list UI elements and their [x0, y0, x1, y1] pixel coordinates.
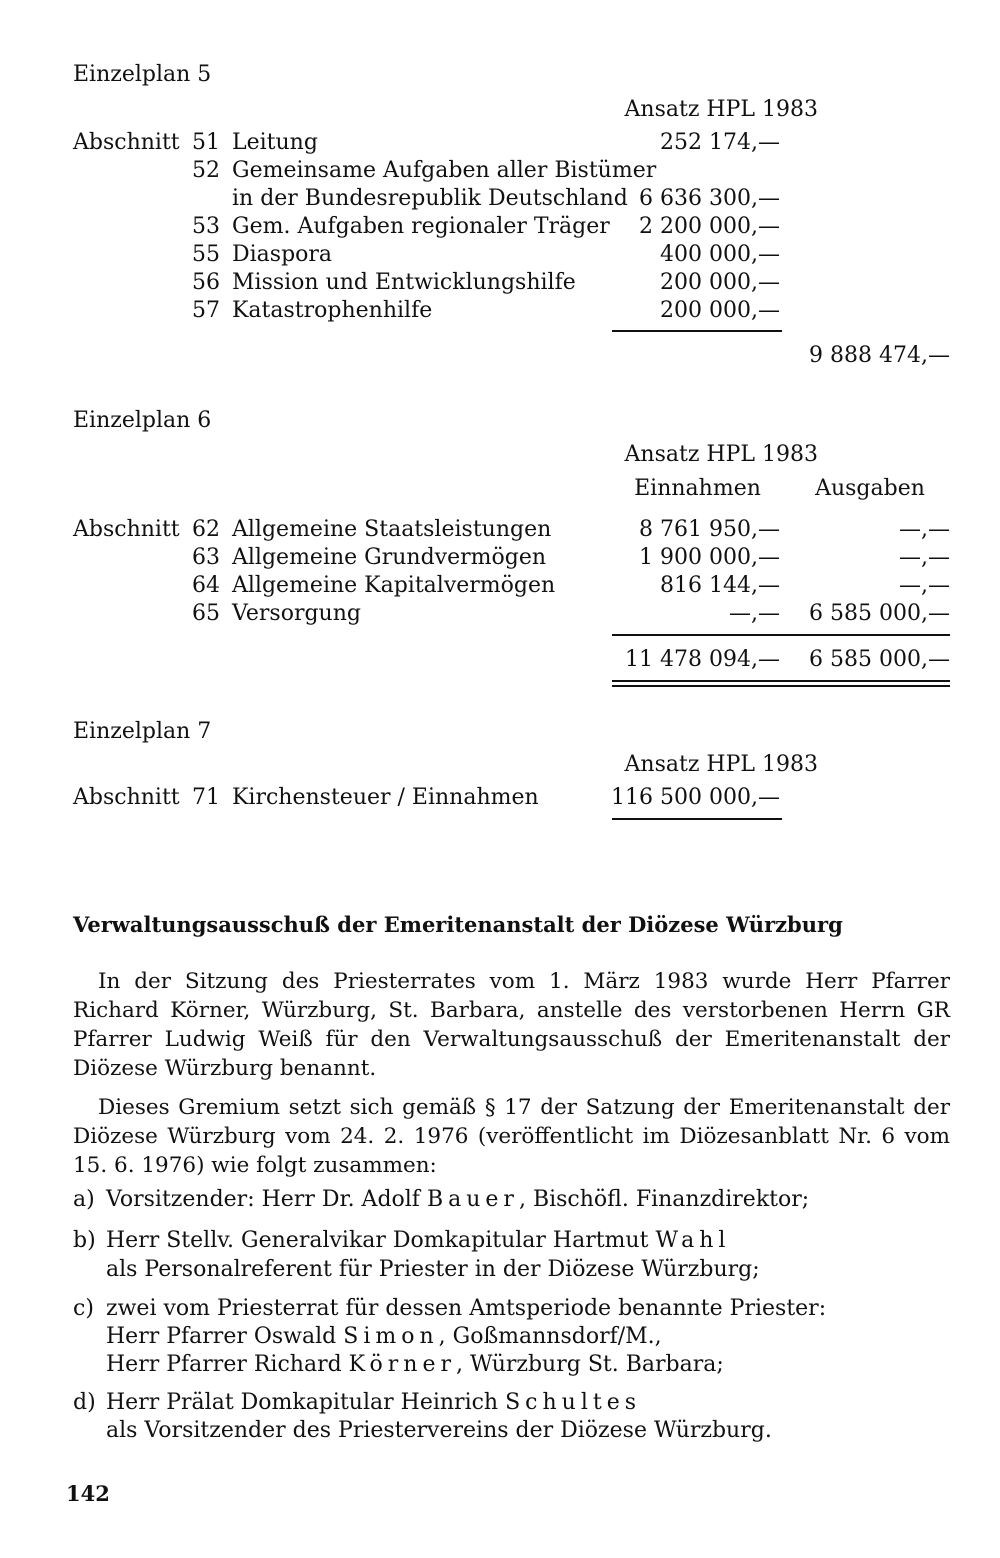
list-text: , Würzburg St. Barbara;: [455, 1352, 724, 1377]
ep5-row-num: 56: [192, 270, 220, 295]
ep5-row-name: Gemeinsame Aufgaben aller Bistümer: [232, 158, 657, 183]
person-name: Bauer: [426, 1187, 519, 1212]
list-text: Herr Stellv. Generalvikar Domkapitular Hartmut: [106, 1228, 649, 1253]
ep6-title: Einzelplan 6: [73, 408, 212, 433]
list-line-cont: als Vorsitzender des Priestervereins der Diözese Würzburg.: [106, 1418, 772, 1443]
ep5-row-amount: 6 636 300,—: [639, 186, 780, 211]
ep5-total: 9 888 474,—: [809, 343, 950, 368]
ep6-row-num: 63: [192, 545, 220, 570]
ep5-row-name: Diaspora: [232, 242, 333, 267]
list-text: , Goßmannsdorf/M.,: [438, 1324, 662, 1349]
list-text: Herr Pfarrer Oswald: [106, 1324, 337, 1349]
ep7-row-amount: 116 500 000,—: [611, 785, 780, 810]
ep6-row-name: Allgemeine Staatsleistungen: [232, 517, 552, 542]
ep7-header: Ansatz HPL 1983: [624, 752, 818, 777]
ep6-row-name: Allgemeine Kapitalvermögen: [232, 573, 556, 598]
ep5-row-name: Mission und Entwicklungshilfe: [232, 270, 576, 295]
list-text: Herr Pfarrer Richard: [106, 1352, 342, 1377]
ep5-title: Einzelplan 5: [73, 62, 212, 87]
ep5-row-amount: 200 000,—: [660, 298, 780, 323]
list-label: c): [73, 1296, 94, 1321]
ep5-rule: [612, 330, 782, 332]
ep6-total-out: 6 585 000,—: [809, 647, 950, 672]
ep6-row-num: 62: [192, 517, 220, 542]
ep6-col-einnahmen: Einnahmen: [634, 476, 761, 501]
ep6-row-in: 816 144,—: [660, 573, 780, 598]
ep6-row-num: 65: [192, 601, 220, 626]
person-name: Körner: [348, 1352, 456, 1377]
ep5-row-name: Katastrophenhilfe: [232, 298, 433, 323]
list-label: a): [73, 1187, 95, 1212]
ep6-row-out: 6 585 000,—: [809, 601, 950, 626]
ep5-row-name: Leitung: [232, 130, 318, 155]
ep5-row-amount: 400 000,—: [660, 242, 780, 267]
ep5-row-num: 51: [192, 130, 220, 155]
list-line: [106, 1389, 641, 1417]
paragraph-1: In der Sitzung des Priesterrates vom 1. März 1983 wurde Herr Pfarrer Richard Körner, Würzburg, St. Barbara, anstelle des verstorbenen Herrn GR Pfarrer Ludwig Weiß für den Verwaltungsausschuß der Emeritenanstalt der Diözese Würzburg benannt.: [73, 969, 950, 1081]
list-line: zwei vom Priesterrat für dessen Amtsperiode benannte Priester:: [106, 1296, 827, 1321]
list-line-cont: [106, 1351, 724, 1379]
ep5-row-amount: 252 174,—: [660, 130, 780, 155]
person-name: Simon: [343, 1324, 439, 1349]
ep6-row-out: —,—: [899, 573, 950, 598]
ep7-row-name: Kirchensteuer / Einnahmen: [232, 785, 539, 810]
paragraph-2: Dieses Gremium setzt sich gemäß § 17 der Satzung der Emeritenanstalt der Diözese Würzburg vom 24. 2. 1976 (veröffentlicht im Diözesanblatt Nr. 6 vom 15. 6. 1976) wie folgt zusammen:: [73, 1095, 950, 1178]
ep6-row-in: 8 761 950,—: [639, 517, 780, 542]
person-name: Schultes: [505, 1390, 642, 1415]
list-text: Vorsitzender: Herr Dr. Adolf: [106, 1187, 420, 1212]
ep5-row-num: 52: [192, 158, 220, 183]
list-line-cont: als Personalreferent für Priester in der Diözese Würzburg;: [106, 1257, 760, 1282]
list-text: Herr Prälat Domkapitular Heinrich: [106, 1390, 499, 1415]
ep6-row-in: 1 900 000,—: [639, 545, 780, 570]
ep6-row-out: —,—: [899, 517, 950, 542]
ep7-abschnitt-label: Abschnitt: [73, 785, 180, 810]
ep6-total-in: 11 478 094,—: [625, 647, 780, 672]
ep6-col-ausgaben: Ausgaben: [815, 476, 925, 501]
ep6-row-out: —,—: [899, 545, 950, 570]
ep6-header: Ansatz HPL 1983: [624, 442, 818, 467]
ep5-row-num: 53: [192, 214, 220, 239]
list-label: b): [73, 1228, 96, 1253]
ep6-double-rule-top: [612, 680, 950, 682]
ep6-row-name: Allgemeine Grundvermögen: [232, 545, 547, 570]
person-name: Wahl: [655, 1228, 731, 1253]
ep7-title: Einzelplan 7: [73, 719, 212, 744]
ep5-row-name: Gem. Aufgaben regionaler Träger: [232, 214, 610, 239]
ep5-row-num: 55: [192, 242, 220, 267]
list-line: [106, 1186, 809, 1214]
list-line: [106, 1227, 730, 1255]
page-number: 142: [66, 1481, 110, 1506]
ep5-row-name-cont: in der Bundesrepublik Deutschland: [232, 186, 628, 211]
ep6-row-in: —,—: [729, 601, 780, 626]
list-label: d): [73, 1390, 96, 1415]
ep7-rule: [612, 818, 782, 820]
section-heading: Verwaltungsausschuß der Emeritenanstalt der Diözese Würzburg: [73, 912, 843, 937]
ep6-rule: [612, 634, 950, 636]
list-line-cont: [106, 1323, 662, 1351]
ep5-row-amount: 200 000,—: [660, 270, 780, 295]
ep7-row-num: 71: [192, 785, 220, 810]
ep6-row-name: Versorgung: [232, 601, 361, 626]
ep5-row-amount: 2 200 000,—: [639, 214, 780, 239]
list-text: , Bischöfl. Finanzdirektor;: [518, 1187, 810, 1212]
ep6-abschnitt-label: Abschnitt: [73, 517, 180, 542]
ep6-row-num: 64: [192, 573, 220, 598]
ep5-row-num: 57: [192, 298, 220, 323]
ep5-header: Ansatz HPL 1983: [624, 97, 818, 122]
ep5-abschnitt-label: Abschnitt: [73, 130, 180, 155]
ep6-double-rule-bottom: [612, 685, 950, 687]
